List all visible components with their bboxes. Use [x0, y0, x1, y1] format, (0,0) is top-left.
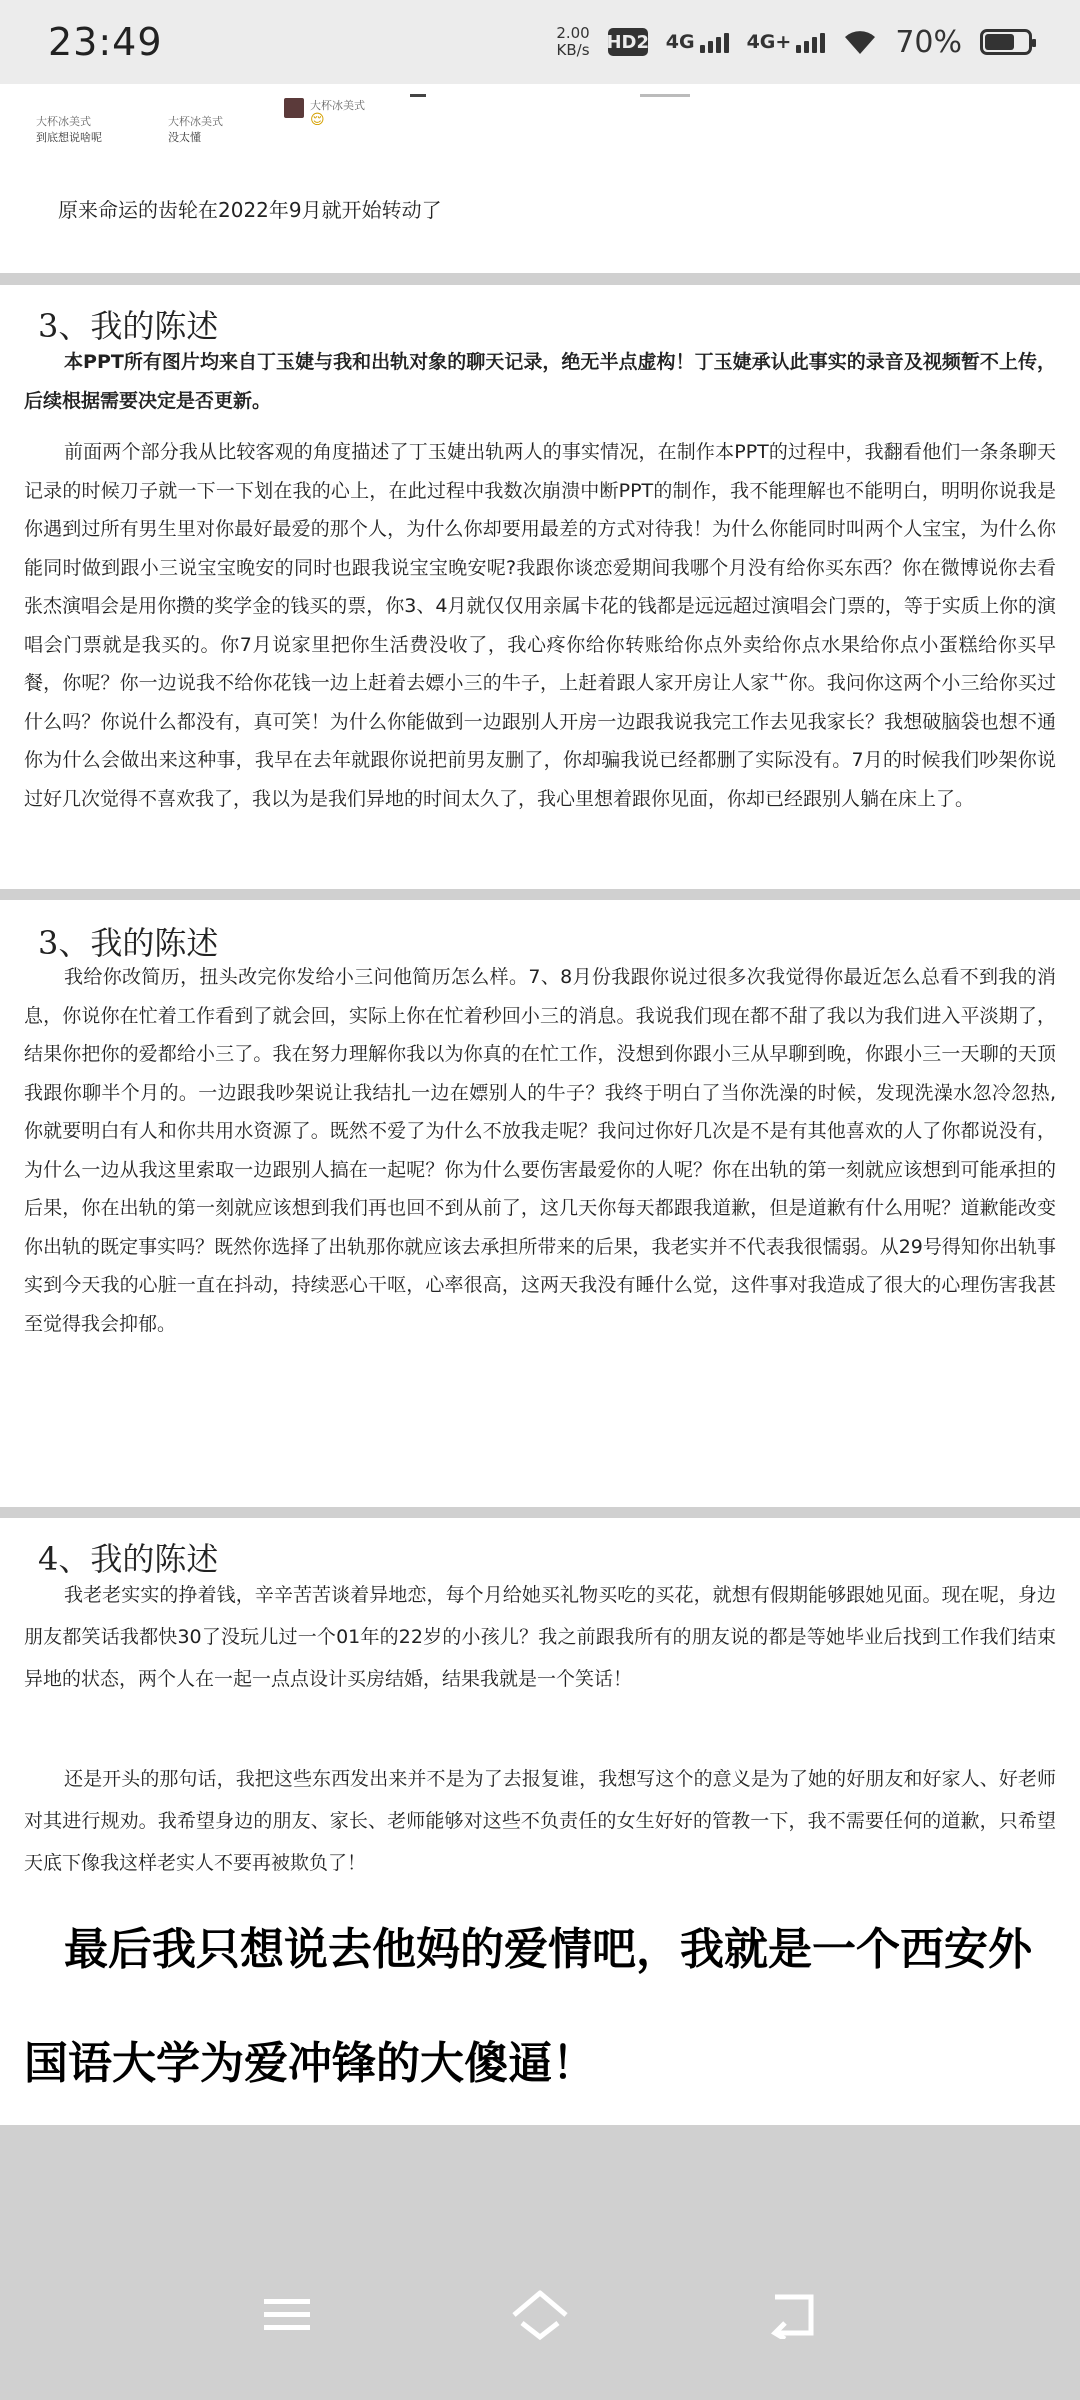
chat-cell-2-value: 没太懂: [168, 131, 201, 144]
document-page-1: [0, 285, 1080, 889]
chat-cell-2-name: 大杯冰美式: [168, 115, 223, 128]
chat-cell-3-name: 大杯冰美式: [310, 99, 365, 112]
document-page-top: [0, 84, 1080, 273]
network-speed-value: 2.00: [556, 24, 590, 42]
status-icons: [556, 25, 1032, 60]
page-2-heading: 3、我的陈述: [38, 924, 219, 962]
chat-divider: [640, 94, 690, 97]
page-2-paragraph: 我给你改简历，扭头改完你发给小三问他简历怎么样。7、8月份我跟你说过很多次我觉得你最近怎么总看不到我的消息，你说你在忙着工作看到了就会回，实际上你在忙着秒回小三的消息。我说我们现在都不甜了我以为我们进入平淡期了，结果你把你的爱都给小三了。我在努力理解你我以为你真的在忙工作，没想到你跟小三从早聊到晚，你跟小三一天聊的天顶我跟你聊半个月的。一边跟我吵架说让我结扎一边在嫖别人的牛子？我终于明白了当你洗澡的时候，发现洗澡水忽冷忽热,你就要明白有人和你共用水资源了。既然不爱了为什么不放我走呢？我问过你好几次是不是有其他喜欢的人了你都说没有，为什么一边从我这里索取一边跟别人搞在一起呢？你为什么要伤害最爱你的人呢？你在出轨的第一刻就应该想到可能承担的后果，你在出轨的第一刻就应该想到我们再也回不到从前了，这几天你每天都跟我道歉，但是道歉有什么用呢？道歉能改变你出轨的既定事实吗？既然你选择了出轨那你就应该去承担所带来的后果，我老实并不代表我很懦弱。从29号得知你出轨事实到今天我的心脏一直在抖动，持续恶心干呕，心率很高，这两天我没有睡什么觉，这件事对我造成了很大的心理伤害我甚至觉得我会抑郁。: [24, 966, 1056, 1335]
chat-cell-1: [36, 114, 102, 146]
network-speed: [556, 25, 589, 59]
battery-icon: [980, 29, 1032, 55]
page-3-paragraph-1: 我老老实实的挣着钱，辛辛苦苦谈着异地恋，每个月给她买礼物买吃的买花，就想有假期能够跟她见面。现在呢，身边朋友都笑话我都快30了没玩儿过一个01年的22岁的小孩儿？我之前跟我所有的朋友说的都是等她毕业后找到工作我们结束异地的状态，两个人在一起一点点设计买房结婚，结果我就是一个笑话！: [24, 1584, 1056, 1690]
top-caption: 原来命运的齿轮在2022年9月就开始转动了: [58, 198, 442, 222]
document-page-2: [0, 900, 1080, 1507]
chat-cell-2: [168, 114, 223, 146]
signal-icon: [666, 31, 729, 53]
avatar: [284, 98, 304, 118]
page-3-finale: 最后我只想说去他妈的爱情吧，我就是一个西安外国语大学为爱冲锋的大傻逼！: [24, 1924, 1032, 2089]
page-3-heading: 4、我的陈述: [38, 1540, 219, 1578]
home-icon: [510, 2289, 570, 2341]
signal-1-label: 4G: [665, 31, 695, 53]
menu-icon: [262, 2295, 312, 2335]
battery-fill: [985, 34, 1014, 50]
status-bar: [0, 0, 1080, 84]
hd-icon: HD2: [608, 28, 648, 56]
chat-divider: [410, 94, 426, 97]
network-speed-unit: KB/s: [556, 41, 590, 59]
page-1-paragraph: 前面两个部分我从比较客观的角度描述了丁玉婕出轨两人的事实情况，在制作本PPT的过程中，我翻看他们一条条聊天记录的时候刀子就一下一下划在我的心上，在此过程中我数次崩溃中断PPT的制作，我不能理解也不能明白，明明你说我是你遇到过所有男生里对你最好最爱的那个人，为什么你却要用最差的方式对待我！为什么你能同时叫两个人宝宝，为什么你能同时做到跟小三说宝宝晚安的同时也跟我说宝宝晚安呢?我跟你谈恋爱期间我哪个月没有给你买东西？你在微博说你去看张杰演唱会是用你攒的奖学金的钱买的票，你3、4月就仅仅用亲属卡花的钱都是远远超过演唱会门票的，等于实质上你的演唱会门票就是我买的。你7月说家里把你生活费没收了，我心疼你给你转账给你点外卖给你点水果给你点小蛋糕给你买早餐，你呢？你一边说我不给你花钱一边上赶着去嫖小三的牛子，上赶着跟人家开房让人家艹你。我问你这两个小三给你买过什么吗？你说什么都没有，真可笑！为什么你能做到一边跟别人开房一边跟我说我完工作去见我家长？我想破脑袋也想不通你为什么会做出来这种事，我早在去年就跟你说把前男友删了，你却骗我说已经都删了实际没有。7月的时候我们吵架你说过好几次觉得不喜欢我了，我以为是我们异地的时间太久了，我心里想着跟你见面，你却已经跟别人躺在床上了。: [24, 441, 1056, 810]
status-clock: 23:49: [48, 20, 163, 64]
home-button[interactable]: [500, 2275, 580, 2355]
battery-percent: 70%: [895, 24, 962, 60]
emoji-icon: 😌: [310, 112, 325, 128]
chat-cell-1-name: 大杯冰美式: [36, 115, 91, 128]
wifi-icon: [843, 28, 877, 56]
signal-2-label: 4G+: [746, 31, 792, 53]
signal-icon: [747, 31, 826, 53]
page-3-paragraph-2: 还是开头的那句话，我把这些东西发出来并不是为了去报复谁，我想写这个的意义是为了她的好朋友和好家人、好老师对其进行规劝。我希望身边的朋友、家长、老师能够对这些不负责任的女生好好的管教一下，我不需要任何的道歉，只希望天底下像我这样老实人不要再被欺负了！: [24, 1768, 1056, 1874]
page-1-heading: 3、我的陈述: [38, 307, 219, 345]
navigation-bar: [0, 2230, 1080, 2400]
back-icon: [767, 2291, 819, 2339]
menu-button[interactable]: [247, 2275, 327, 2355]
chat-screenshot-strip: [0, 84, 1080, 154]
chat-cell-1-value: 到底想说啥呢: [36, 131, 102, 144]
back-button[interactable]: [753, 2275, 833, 2355]
document-page-3: [0, 1518, 1080, 2125]
page-1-bold-paragraph: 本PPT所有图片均来自丁玉婕与我和出轨对象的聊天记录，绝无半点虚构！丁玉婕承认此事实的录音及视频暂不上传，后续根据需要决定是否更新。: [24, 351, 1056, 412]
